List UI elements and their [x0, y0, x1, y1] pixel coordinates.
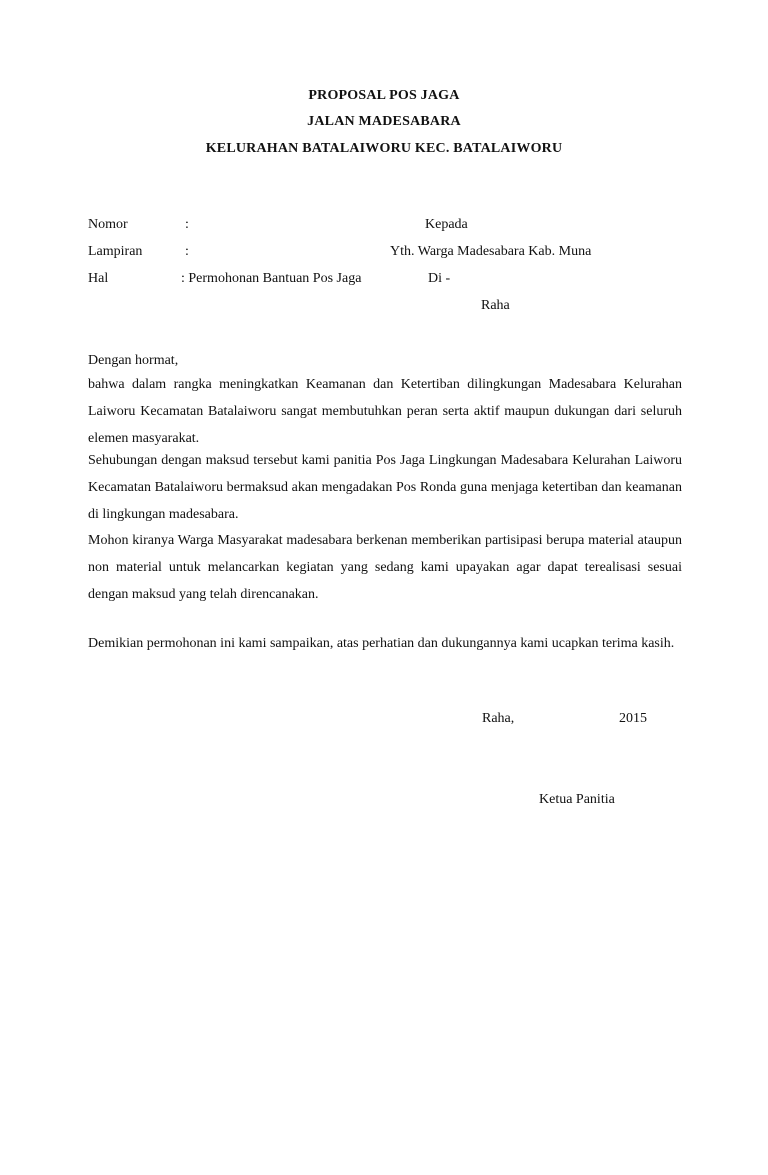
body-paragraph-1: bahwa dalam rangka meningkatkan Keamanan dan Ketertiban dilingkungan Madesabara Kelurahan Laiworu Kecamatan Batalaiworu sangat membutuhkan peran serta aktif maupun dukungan dari seluruh elemen masyarakat. [88, 377, 682, 446]
recipient-kepada: Kepada [425, 217, 468, 232]
recipient-name: Yth. Warga Madesabara Kab. Muna [390, 244, 592, 259]
body-paragraph-3: Mohon kiranya Warga Masyarakat madesabara berkenan memberikan partisipasi berupa material ataupun non material untuk melancarkan kegiatan yang sedang kami upayakan agar dapat terealisasi sesuai dengan maksud yang telah direncanakan. [88, 533, 682, 602]
lampiran-label: Lampiran [88, 244, 143, 259]
recipient-di: Di - [428, 271, 451, 286]
recipient-city: Raha [481, 298, 510, 313]
hal-label: Hal [88, 271, 109, 286]
body-paragraph-2: Sehubungan dengan maksud tersebut kami panitia Pos Jaga Lingkungan Madesabara Kelurahan Laiworu Kecamatan Batalaiworu bermaksud akan mengadakan Pos Ronda guna menjaga ketertiban dan keamanan di lingkungan madesabara. [88, 453, 682, 522]
greeting: Dengan hormat, [88, 353, 179, 368]
hal-value: : Permohonan Bantuan Pos Jaga [181, 271, 362, 286]
document-title: PROPOSAL POS JAGA [308, 88, 460, 103]
document-subtitle-street: JALAN MADESABARA [307, 114, 461, 129]
closing-paragraph: Demikian permohonan ini kami sampaikan, atas perhatian dan dukungannya kami ucapkan terima kasih. [88, 636, 675, 651]
nomor-colon: : [185, 217, 189, 232]
signature-year: 2015 [619, 711, 647, 726]
nomor-label: Nomor [88, 217, 128, 232]
document-subtitle-district: KELURAHAN BATALAIWORU KEC. BATALAIWORU [205, 141, 563, 156]
lampiran-colon: : [185, 244, 189, 259]
signature-role: Ketua Panitia [539, 792, 615, 807]
signature-place: Raha, [482, 711, 515, 726]
